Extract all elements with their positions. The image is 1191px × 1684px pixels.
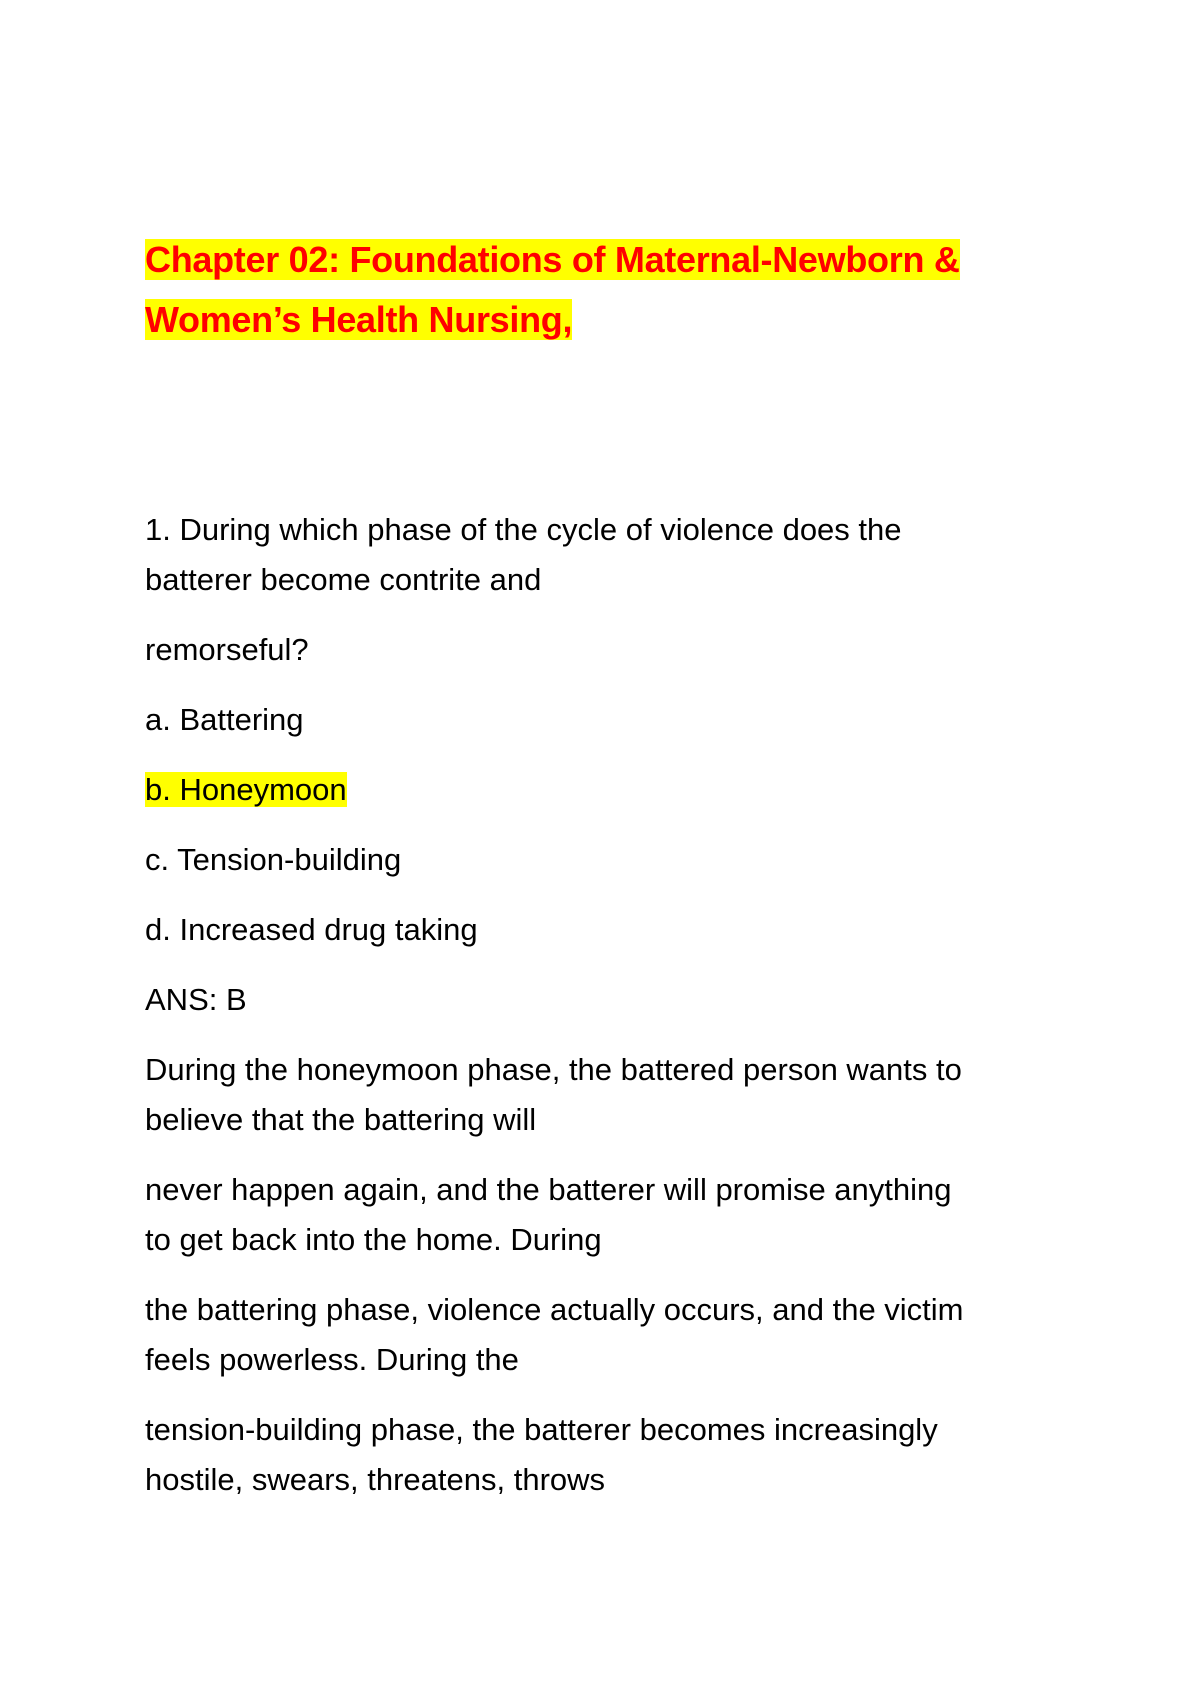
rationale-paragraph-4: tension-building phase, the batterer becomes increasingly hostile, swears, threatens, throws bbox=[145, 1412, 938, 1497]
title-line-2: Women’s Health Nursing, bbox=[145, 299, 573, 340]
rationale-paragraph-2: never happen again, and the batterer will promise anything to get back into the home. During bbox=[145, 1172, 952, 1257]
answer-key: ANS: B bbox=[145, 982, 247, 1017]
option-a: a. Battering bbox=[145, 702, 304, 737]
option-b-correct: b. Honeymoon bbox=[145, 772, 347, 807]
rationale-paragraph-1: During the honeymoon phase, the battered person wants to believe that the battering will bbox=[145, 1052, 962, 1137]
question-text: 1. During which phase of the cycle of violence does the batterer become contrite and bbox=[145, 512, 902, 597]
question-continuation: remorseful? bbox=[145, 632, 309, 667]
option-c: c. Tension-building bbox=[145, 842, 402, 877]
chapter-title bbox=[145, 230, 1065, 350]
question-block bbox=[145, 505, 1065, 1525]
title-line-1: Chapter 02: Foundations of Maternal-Newborn & bbox=[145, 239, 960, 280]
rationale-paragraph-3: the battering phase, violence actually occurs, and the victim feels powerless. During the bbox=[145, 1292, 964, 1377]
option-d: d. Increased drug taking bbox=[145, 912, 478, 947]
